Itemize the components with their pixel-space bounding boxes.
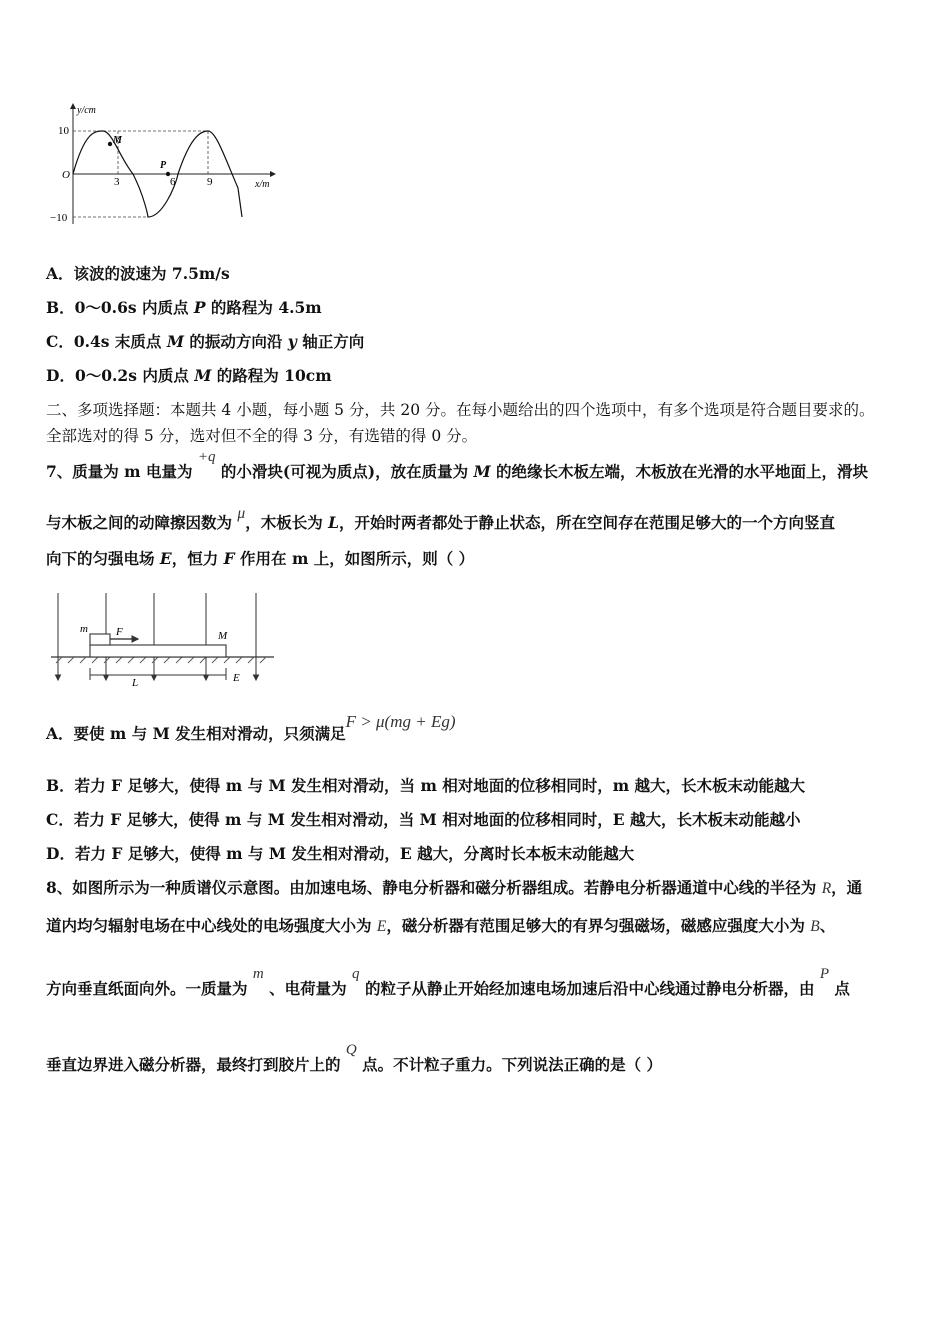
fig-label-L: L [132, 677, 139, 689]
fig-label-M: M [218, 630, 228, 642]
q6-option-c: C．0.4s 末质点 M 的振动方向沿 y 轴正方向 [46, 332, 365, 351]
q7-option-c: C．若力 F 足够大，使得 m 与 M 发生相对滑动，当 M 相对地面的位移相同时，E 越大，长木板末动能越小 [46, 810, 801, 829]
fig-label-F: F [116, 626, 123, 638]
q6-option-a: A．该波的波速为 7.5m/s [46, 264, 230, 283]
q8-stem-line1: 8、如图所示为一种质谱仪示意图。由加速电场、静电分析器和磁分析器组成。若静电分析器通道中心线的半径为 R，通 [46, 878, 863, 897]
wave-graph [50, 98, 280, 228]
slider-block [90, 634, 110, 645]
fig-label-E: E [233, 672, 240, 684]
x-tick-6: 6 [170, 176, 176, 188]
y-axis-label: y/cm [77, 105, 96, 116]
q7-option-a: A．要使 m 与 M 发生相对滑动，只须满足F > μ(mg + Eg) [46, 712, 456, 743]
q7-option-b: B．若力 F 足够大，使得 m 与 M 发生相对滑动，当 m 相对地面的位移相同时，m 越大，长木板末动能越大 [46, 776, 806, 795]
q7-stem-line1: 7、质量为 m 电量为 +q 的小滑块(可视为质点)，放在质量为 M 的绝缘长木板左端，木板放在光滑的水平地面上，滑块 [46, 449, 869, 481]
point-m-dot [108, 142, 112, 146]
q8-stem-line4: 垂直边界进入磁分析器，最终打到胶片上的 Q 点。不计粒子重力。下列说法正确的是（ ） [46, 1042, 663, 1074]
fig-label-m: m [80, 623, 88, 635]
q7-stem-line3: 向下的匀强电场 E，恒力 F 作用在 m 上，如图所示，则（ ） [46, 549, 475, 568]
y-bottom-label: −10 [50, 212, 68, 224]
section2-instructions-line1: 二、多项选择题：本题共 4 小题，每小题 5 分，共 20 分。在每小题给出的四个选项中，有多个选项是符合题目要求的。 [46, 401, 875, 419]
q7-stem-line2: 与木板之间的动障擦因数为 μ，木板长为 L，开始时两者都处于静止状态，所在空间存在范围足够大的一个方向竖直 [46, 505, 836, 532]
x-tick-3: 3 [114, 176, 120, 188]
origin-label: O [62, 169, 70, 181]
q8-stem-line3: 方向垂直纸面向外。一质量为 m 、电荷量为 q 的粒子从静止开始经加速电场加速后沿中心线通过静电分析器，由 P 点 [46, 966, 850, 998]
y-top-label: 10 [58, 125, 69, 137]
long-board [90, 645, 226, 657]
x-axis-label: x/m [255, 179, 270, 190]
q6-option-d: D．0～0.2s 内质点 M 的路程为 10cm [46, 366, 332, 385]
q7-option-d: D．若力 F 足够大，使得 m 与 M 发生相对滑动，E 越大，分离时长本板末动能越大 [46, 844, 635, 863]
q6-option-b: B．0～0.6s 内质点 P 的路程为 4.5m [46, 298, 322, 317]
point-p-label: P [160, 160, 167, 171]
point-m-label: M [113, 135, 122, 146]
q8-stem-line2: 道内均匀辐射电场在中心线处的电场强度大小为 E，磁分析器有范围足够大的有界匀强磁场，磁感应强度大小为 B、 [46, 916, 836, 935]
x-tick-9: 9 [207, 176, 213, 188]
section2-instructions-line2: 全部选对的得 5 分，选对但不全的得 3 分，有选错的得 0 分。 [46, 427, 478, 445]
q7-figure [46, 588, 278, 692]
